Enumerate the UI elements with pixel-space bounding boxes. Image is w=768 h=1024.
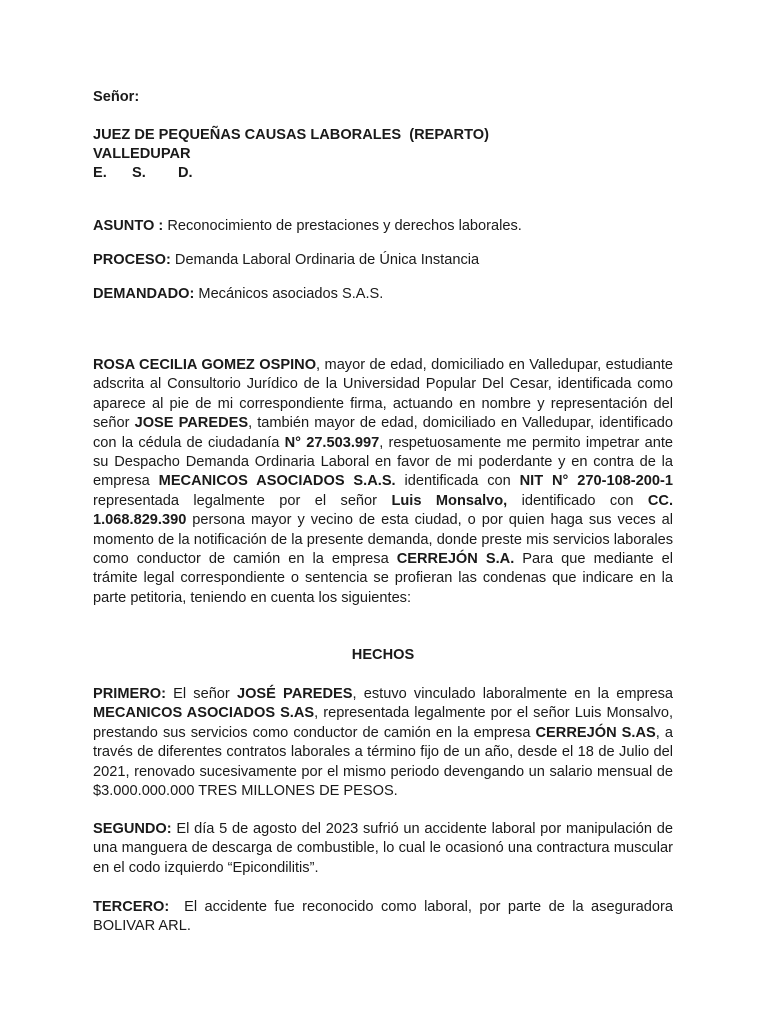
hecho-segundo: SEGUNDO: El día 5 de agosto del 2023 sufrió un accidente laboral por manipulación de una manguera de descarga de combustible, lo cual le ocasionó una contractura muscular en el codo izquierdo “Epicondilitis”. [93,821,673,876]
demandado-line: DEMANDADO: Mecánicos asociados S.A.S. [93,286,384,302]
addressee-city: VALLEDUPAR [93,146,191,162]
proceso-line: PROCESO: Demanda Laboral Ordinaria de Única Instancia [93,252,480,268]
addressee-judge: JUEZ DE PEQUEÑAS CAUSAS LABORALES (REPARTO) [93,127,489,143]
hecho-primero: PRIMERO: El señor JOSÉ PAREDES, estuvo vinculado laboralmente en la empresa MECANICOS ASOCIADOS S.AS, representada legalmente por el señor Luis Monsalvo, prestando sus servicios como conductor de camión en la empresa CERREJÓN S.AS, a través de diferentes contratos laborales a término fijo de un año, desde el 18 de Julio del 2021, renovado sucesivamente por el mismo periodo devengando un salario mensual de $3.000.000.000 TRES MILLONES DE PESOS. [93,686,673,800]
hechos-heading: HECHOS [351,647,415,663]
esd-line: E. S. D. [93,165,193,181]
asunto-line: ASUNTO : Reconocimiento de prestaciones y derechos laborales. [93,218,522,234]
hecho-tercero: TERCERO: El accidente fue reconocido como laboral, por parte de la aseguradora BOLIVAR ARL. [93,899,678,935]
salutation: Señor: [93,89,140,105]
intro-paragraph: ROSA CECILIA GOMEZ OSPINO, mayor de edad, domiciliado en Valledupar, estudiante adscrita al Consultorio Jurídico de la Universidad Popular Del Cesar, identificada como aparece al pie de mi correspondiente firma, actuando en nombre y representación del señor JOSE PAREDES, también mayor de edad, domiciliado en Valledupar, identificado con la cédula de ciudadanía N° 27.503.997, respetuosamente me permito impetrar ante su Despacho Demanda Ordinaria Laboral en favor de mi poderdante y en contra de la empresa MECANICOS ASOCIADOS S.A.S. identificada con NIT N° 270-108-200-1 representada legalmente por el señor Luis Monsalvo, identificado con CC. 1.068.829.390 persona mayor y vecino de esta ciudad, o por quien haga sus veces al momento de la notificación de la presente demanda, donde preste mis servicios laborales como conductor de camión en la empresa CERREJÓN S.A. Para que mediante el trámite legal correspondiente o sentencia se profieran las condenas que indicare en la parte petitoria, teniendo en cuenta los siguientes: [93,357,674,606]
